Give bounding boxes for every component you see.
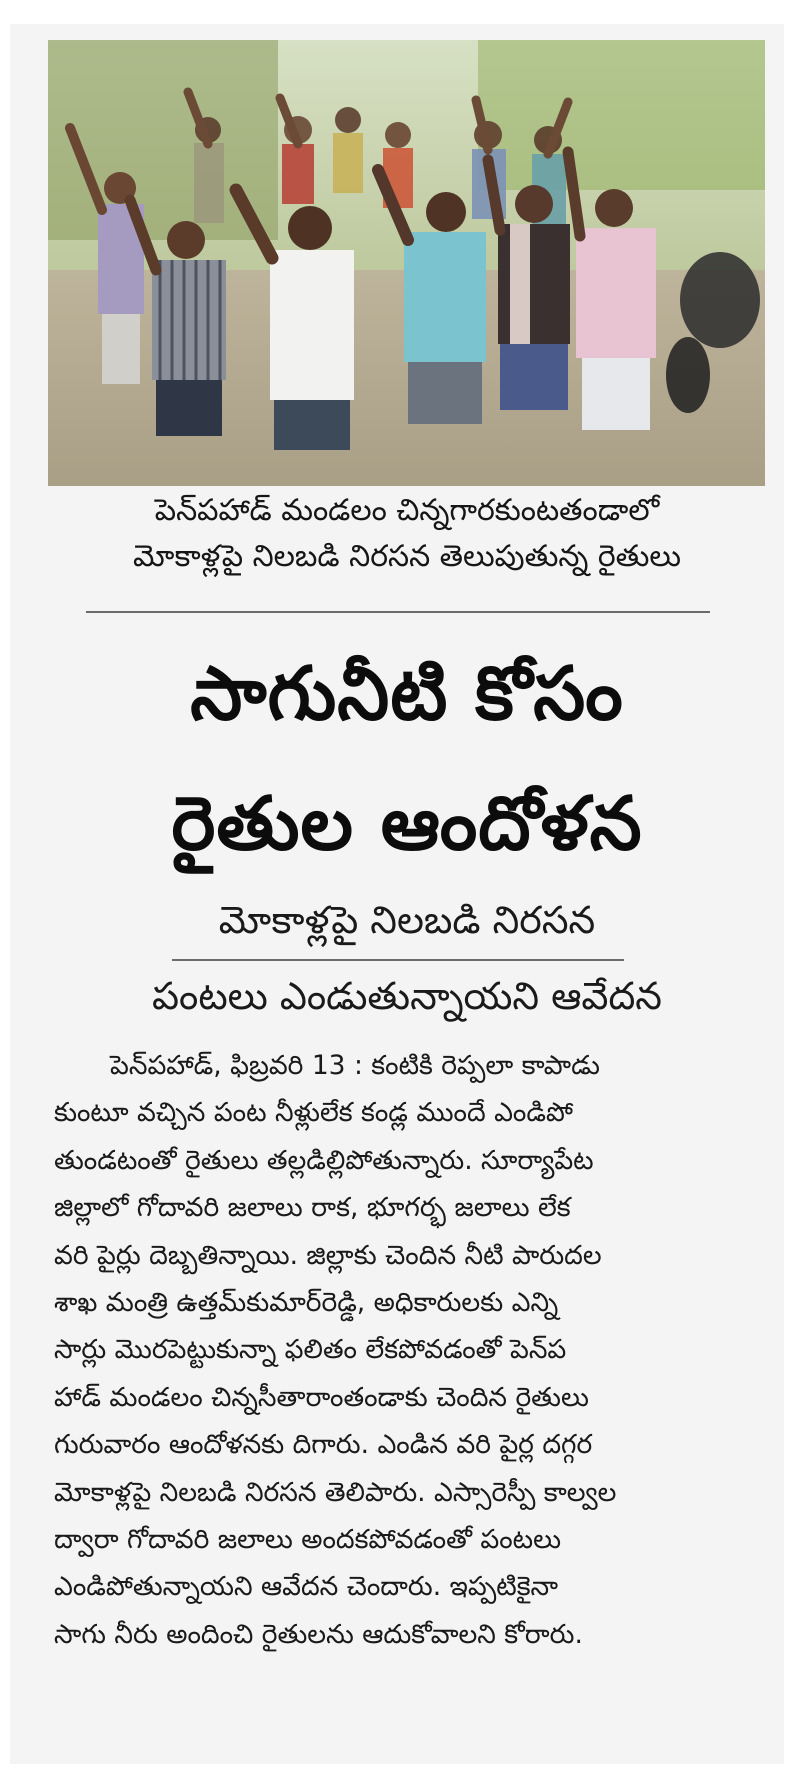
subhead: మోకాళ్లపై నిలబడి నిరసన (218, 898, 596, 942)
body-line: ద్వారా గోదావరి జలాలు అందకపోవడంతో పంటలు (54, 1524, 562, 1556)
news-clipping (10, 24, 784, 1764)
headline-line: రైతుల ఆందోళన (171, 781, 643, 867)
subhead: పంటలు ఎండుతున్నాయని ఆవేదన (152, 974, 662, 1018)
body-line: మోకాళ్లపై నిలబడి నిరసన తెలిపారు. ఎస్సారెస్పీ కాల్వల (54, 1476, 617, 1508)
article-body (54, 1042, 766, 1658)
body-line: సార్లు మొరపెట్టుకున్నా ఫలితం లేకపోవడంతో పెన్‌ప (54, 1334, 567, 1366)
body-line: జిల్లాలో గోదావరి జలాలు రాక, భూగర్భ జలాలు లేక (54, 1192, 571, 1224)
protest-photo (48, 40, 765, 486)
body-line: తుండటంతో రైతులు తల్లడిల్లిపోతున్నారు. సూర్యాపేట (54, 1144, 594, 1176)
subhead-divider (172, 959, 624, 961)
body-line: కుంటూ వచ్చిన పంట నీళ్లులేక కండ్ల ముందే ఎండిపో (54, 1097, 573, 1129)
caption-divider (86, 611, 710, 613)
body-line: ఎండిపోతున్నాయని ఆవేదన చెందారు. ఇప్పటికైనా (54, 1571, 559, 1603)
body-line: శాఖ మంత్రి ఉత్తమ్‌కుమార్‌రెడ్డి, అధికారులకు ఎన్ని (54, 1287, 559, 1319)
body-line: సాగు నీరు అందించి రైతులను ఆదుకోవాలని కోరారు. (54, 1618, 583, 1650)
photo-caption-line: మోకాళ్లపై నిలబడి నిరసన తెలుపుతున్న రైతులు (133, 539, 681, 574)
body-line: పెన్‌పహాడ్‌, ఫిబ్రవరి 13 : కంటికి రెప్పలా కాపాడు (110, 1050, 600, 1081)
photo-caption-line: పెన్‌పహాడ్‌ మండలం చిన్నగారకుంటతండాలో (154, 493, 660, 528)
headline-line: సాగునీటి కోసం (190, 651, 624, 737)
body-line: హాడ్‌ మండలం చిన్నసీతారాంతండాకు చెందిన రైతులు (54, 1381, 589, 1413)
body-line: వరి పైర్లు దెబ్బతిన్నాయి. జిల్లాకు చెందిన నీటి పారుదల (54, 1239, 602, 1271)
body-line: గురువారం ఆందోళనకు దిగారు. ఎండిన వరి పైర్ల దగ్గర (54, 1429, 593, 1461)
